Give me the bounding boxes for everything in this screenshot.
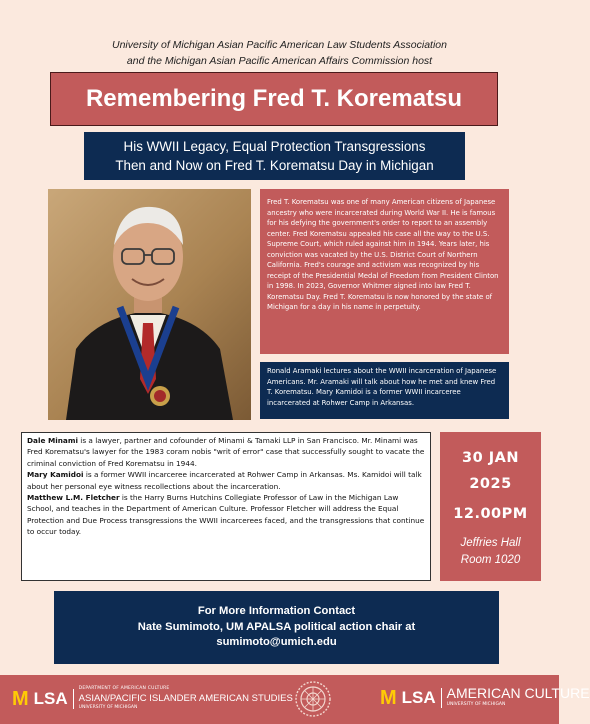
subtitle-banner xyxy=(84,132,465,180)
speaker-entry xyxy=(27,435,425,469)
bio-text: Fred T. Korematsu was one of many American citizens of Japanese ancestry who were incarcerated during World War II. He is famous for his defying the government's order to report to an assembly center. Fred Korematsu appealed his case all the way to the U.S. Supreme Court, which ruled against him in 1944. Years later, his conviction was vacated by the U.S. District Court of Northern California. Fred's courage and activism was recognized by his receipt of the Presidential Medal of Freedom from President Clinton in 1998. In 2023, Governor Whitmer signed into law Fred T. Korematsu Day. Fred T. Korematsu is now honored by the state of Michigan for a day in his name in perpetuity. xyxy=(267,198,499,311)
event-year: 2025 xyxy=(469,476,512,492)
block-m-logo: M xyxy=(12,687,29,710)
lecture-text: Ronald Aramaki lectures about the WWII incarceration of Japanese Americans. Mr. Aramaki will talk about how he met and knew Fred T. Korematsu. Mary Kamidoi is a former WWII incarceree incarcerated at Rohwer Camp in Arkansas. xyxy=(267,367,497,407)
speaker-name: Matthew L.M. Fletcher xyxy=(27,493,120,503)
contact-email[interactable]: sumimoto@umich.edu xyxy=(216,636,337,648)
lecture-panel xyxy=(260,362,509,419)
contact-panel xyxy=(54,591,499,664)
american-culture-logo xyxy=(380,686,590,709)
speaker-description: is a former WWII incarceree incarcerated at Rohwer Camp in Arkansas. Ms. Kamidoi will talk about her personal eye witness recollections about the incarceration. xyxy=(27,470,422,491)
speaker-name: Mary Kamidoi xyxy=(27,470,84,480)
contact-heading: For More Information Contact xyxy=(197,605,356,617)
unit-name: AMERICAN CULTURE xyxy=(446,685,590,701)
host-line-1: University of Michigan Asian Pacific American Law Students Association xyxy=(112,39,447,51)
apia-studies-logo xyxy=(12,685,293,712)
block-m-logo: M xyxy=(380,686,397,709)
speakers-panel xyxy=(21,432,431,581)
korematsu-portrait-photo xyxy=(48,189,251,420)
page-title: Remembering Fred T. Korematsu xyxy=(85,85,463,112)
lsa-wordmark: LSA xyxy=(34,689,74,709)
event-time: 12.00PM xyxy=(453,506,528,522)
event-date: 30 JAN xyxy=(462,450,519,466)
speaker-name: Dale Minami xyxy=(27,436,78,445)
speaker-description: is a lawyer, partner and cofounder of Minami & Tamaki LLP in San Francisco. Mr. Minami was Fred Korematsu's lawyer for the 1983 coram nobis "writ of error" case that successfully sought to vacate the criminal conviction of Fred Korematsu in 1944. xyxy=(27,436,425,468)
event-details-panel xyxy=(440,432,541,581)
subtitle-line-2: Then and Now on Fred T. Korematsu Day in Michigan xyxy=(115,158,434,173)
footer-bar xyxy=(0,675,590,724)
bio-panel xyxy=(260,189,509,354)
university-name: UNIVERSITY OF MICHIGAN xyxy=(78,705,138,710)
department-name: DEPARTMENT OF AMERICAN CULTURE xyxy=(78,686,170,691)
subtitle-line-1: His WWII Legacy, Equal Protection Transgressions xyxy=(123,139,426,154)
title-banner xyxy=(50,72,498,126)
unit-name: ASIAN/PACIFIC ISLANDER AMERICAN STUDIES xyxy=(78,693,293,704)
contact-person: Nate Sumimoto, UM APALSA political action chair at xyxy=(137,620,416,633)
host-line xyxy=(0,37,559,69)
lsa-wordmark: LSA xyxy=(402,688,442,708)
speaker-entry xyxy=(27,469,425,492)
speaker-entry xyxy=(27,492,425,538)
event-location-building: Jeffries Hall xyxy=(460,537,521,549)
speaker-description: is the Harry Burns Hutchins Collegiate Professor of Law in the Michigan Law School, and teaches in the Department of American Culture. Professor Fletcher will address the Equal Protection and Due Process transgressions the WWII incarcerees faced, and the transgressions that continue to occur today. xyxy=(27,493,425,537)
university-name: UNIVERSITY OF MICHIGAN xyxy=(446,702,506,707)
event-location-room: Room 1020 xyxy=(460,554,521,566)
host-line-2: and the Michigan Asian Pacific American Affairs Commission host xyxy=(126,55,433,67)
seal-emblem-icon xyxy=(294,680,332,718)
